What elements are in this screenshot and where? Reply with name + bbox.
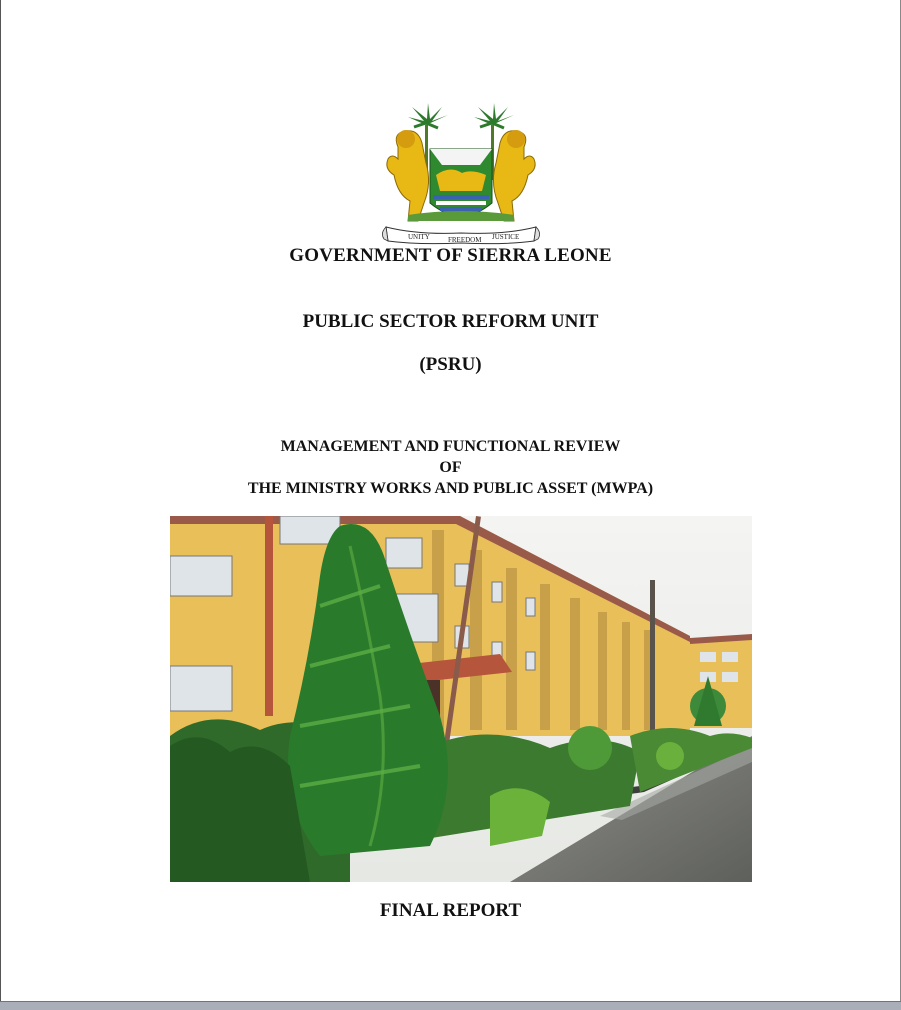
unit-abbreviation: (PSRU): [419, 354, 482, 375]
motto-word: FREEDOM: [448, 236, 482, 244]
lion-supporter-left-icon: [387, 130, 429, 221]
ministry-building-photo: [170, 516, 752, 882]
review-title-line: THE MINISTRY WORKS AND PUBLIC ASSET (MWPA): [247, 480, 654, 497]
motto-scroll: [382, 227, 539, 244]
government-title: GOVERNMENT OF SIERRA LEONE: [289, 245, 612, 266]
review-title-line: OF: [439, 459, 462, 476]
shield-icon: [430, 149, 492, 216]
motto-word: JUSTICE: [492, 233, 520, 241]
motto-word: UNITY: [408, 233, 430, 241]
final-report-label: FINAL REPORT: [379, 900, 522, 921]
coat-of-arms-emblem: [378, 103, 544, 245]
review-title: [0, 436, 901, 499]
unit-title: PUBLIC SECTOR REFORM UNIT: [302, 311, 599, 332]
lion-supporter-right-icon: [493, 130, 535, 221]
review-title-line: MANAGEMENT AND FUNCTIONAL REVIEW: [280, 438, 621, 455]
